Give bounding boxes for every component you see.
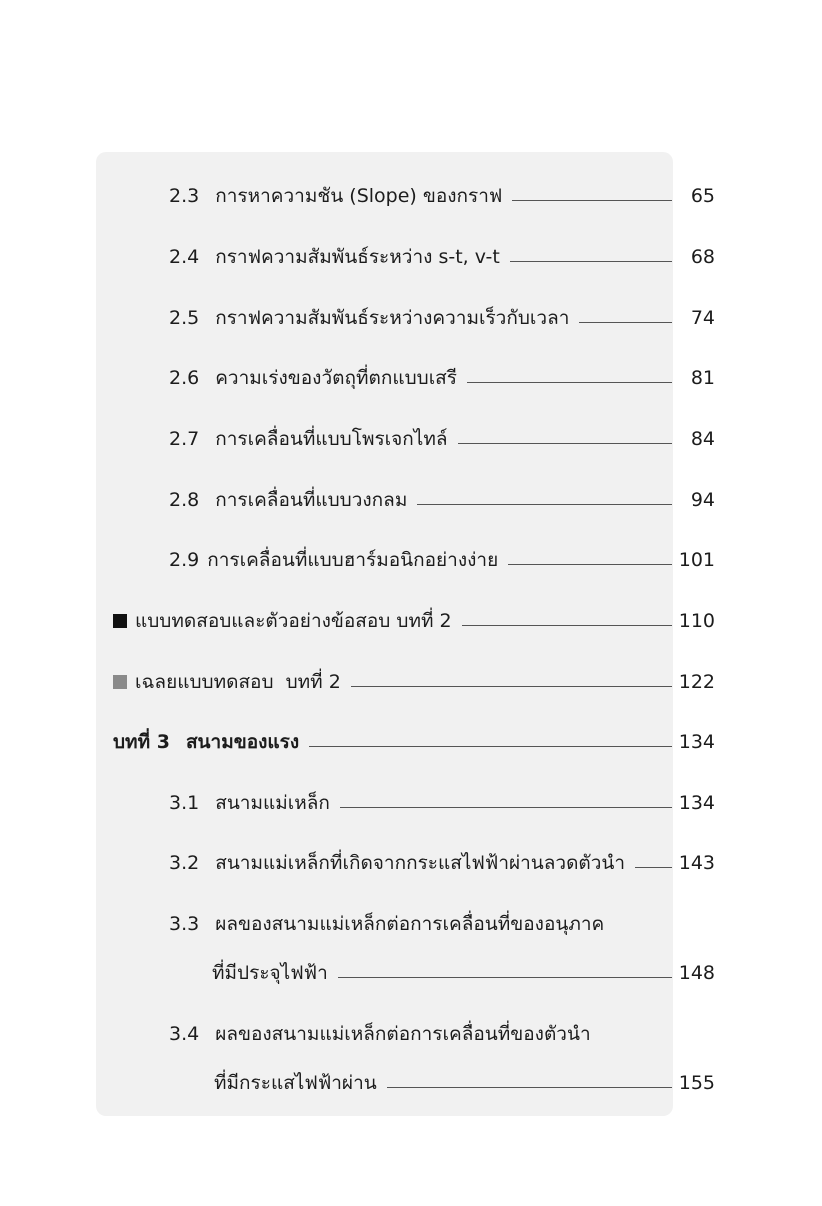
leader-line: [579, 322, 672, 323]
toc-entry-label: 2.5 กราฟความสัมพันธ์ระหว่างความเร็วกับเวลา: [169, 307, 570, 329]
leader-line: [510, 261, 672, 262]
page-number: 110: [678, 610, 715, 632]
toc-entry-3-3[interactable]: [0, 898, 822, 938]
toc-entry-label: 2.4 กราฟความสัมพันธ์ระหว่าง s-t, v-t: [169, 246, 500, 268]
page-number: 94: [690, 489, 715, 511]
leader-line: [340, 807, 672, 808]
toc-entry-label: 2.6 ความเร่งของวัตถุที่ตกแบบเสรี: [169, 367, 457, 389]
toc-entry-label: 2.9 การเคลื่อนที่แบบฮาร์มอนิกอย่างง่าย: [169, 549, 499, 571]
gray-square-icon: [113, 675, 127, 689]
page-number: 84: [690, 428, 715, 450]
leader-line: [635, 867, 672, 868]
leader-line: [512, 200, 672, 201]
toc-entry-2-5[interactable]: [0, 292, 822, 332]
toc-chapter-3[interactable]: [0, 716, 822, 756]
page-number: 81: [690, 367, 715, 389]
toc-entry-label-cont: ที่มีกระแสไฟฟ้าผ่าน: [214, 1072, 377, 1094]
black-square-icon: [113, 614, 127, 628]
toc-entry-3-4[interactable]: [0, 1008, 822, 1048]
page-number: 143: [678, 852, 715, 874]
leader-line: [508, 564, 672, 565]
page-number: 155: [678, 1072, 715, 1094]
page-number: 148: [678, 962, 715, 984]
toc-entry-2-3[interactable]: [0, 170, 822, 210]
leader-line: [458, 443, 672, 444]
toc-entry-label: 3.3 ผลของสนามแม่เหล็กต่อการเคลื่อนที่ของอนุภาค: [169, 913, 605, 935]
toc-entry-quiz-ch2[interactable]: [0, 595, 822, 635]
toc-entry-3-3-cont[interactable]: [0, 947, 822, 987]
toc-entry-3-1[interactable]: [0, 777, 822, 817]
leader-line: [417, 504, 672, 505]
page-number: 122: [678, 671, 715, 693]
leader-line: [351, 686, 672, 687]
toc-entry-label: แบบทดสอบและตัวอย่างข้อสอบ บทที่ 2: [113, 612, 452, 631]
toc-entry-2-8[interactable]: [0, 474, 822, 514]
page-number: 134: [678, 731, 715, 753]
toc-entry-label: 3.1 สนามแม่เหล็ก: [169, 792, 330, 814]
page-number: 68: [690, 246, 715, 268]
toc-entry-label: 2.8 การเคลื่อนที่แบบวงกลม: [169, 489, 408, 511]
toc-entry-label: เฉลยแบบทดสอบ บทที่ 2: [113, 673, 341, 692]
toc-entry-3-4-cont[interactable]: [0, 1057, 822, 1097]
page-number: 134: [678, 792, 715, 814]
toc-entry-label: 3.4 ผลของสนามแม่เหล็กต่อการเคลื่อนที่ของตัวนำ: [169, 1023, 591, 1045]
toc-entry-answers-ch2[interactable]: [0, 656, 822, 696]
toc-entry-3-2[interactable]: [0, 837, 822, 877]
toc-entry-2-7[interactable]: [0, 413, 822, 453]
toc-entry-label: 3.2 สนามแม่เหล็กที่เกิดจากกระแสไฟฟ้าผ่านลวดตัวนำ: [169, 852, 626, 874]
leader-line: [462, 625, 672, 626]
toc-entry-2-4[interactable]: [0, 231, 822, 271]
toc-entry-label: 2.3 การหาความชัน (Slope) ของกราฟ: [169, 185, 503, 207]
toc-entry-label: 2.7 การเคลื่อนที่แบบโพรเจกไทล์: [169, 428, 448, 450]
chapter-heading: บทที่ 3 สนามของแรง: [113, 731, 300, 753]
toc-entry-label-cont: ที่มีประจุไฟฟ้า: [212, 962, 328, 984]
leader-line: [467, 382, 672, 383]
toc-entry-2-9[interactable]: [0, 534, 822, 574]
page-number: 101: [678, 549, 715, 571]
leader-line: [309, 746, 672, 747]
page-number: 65: [690, 185, 715, 207]
page-number: 74: [690, 307, 715, 329]
leader-line: [387, 1087, 672, 1088]
toc-entry-2-6[interactable]: [0, 352, 822, 392]
leader-line: [338, 977, 672, 978]
